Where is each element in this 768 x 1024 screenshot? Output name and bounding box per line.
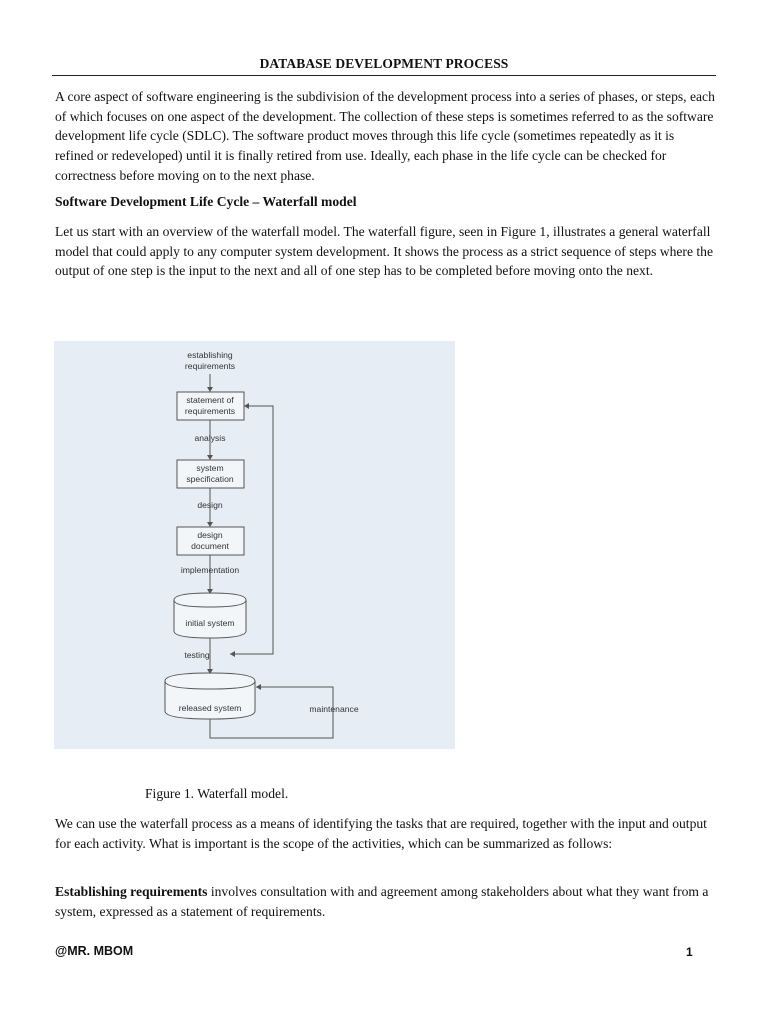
waterfall-diagram: [54, 341, 455, 749]
requirements-term: Establishing requirements: [55, 884, 208, 899]
intro-paragraph: A core aspect of software engineering is the subdivision of the development process into a series of phases, or steps, each of which focuses on one aspect of the development. The collection of these steps is sometimes referred to as the software development life cycle (SDLC). The software product moves through this life cycle (sometimes repeatedly as it is refined or redeveloped) until it is finally retired from use. Ideally, each phase in the life cycle can be checked for correctness before moving on to the next phase.: [55, 89, 715, 183]
db2-label: released system: [178, 703, 242, 713]
page-number: 1: [686, 945, 693, 959]
scope-paragraph: We can use the waterfall process as a means of identifying the tasks that are required, together with the input and output for each activity. What is important is the scope of the activities, which can be summarized as follows:: [55, 816, 707, 851]
box2-line2: specification: [186, 474, 234, 484]
waterfall-figure: [54, 341, 455, 749]
db-initial-system: [174, 593, 246, 638]
box3-line2: document: [191, 541, 229, 551]
label-testing: testing: [184, 650, 210, 660]
box1-line2: requirements: [184, 406, 236, 416]
box3-line1: design: [197, 530, 223, 540]
label-analysis: analysis: [194, 433, 226, 443]
db1-label: initial system: [185, 618, 235, 628]
page-title: DATABASE DEVELOPMENT PROCESS: [259, 56, 509, 71]
figure-caption: Figure 1. Waterfall model.: [145, 786, 289, 801]
label-maintenance: maintenance: [309, 704, 359, 714]
section-heading: Software Development Life Cycle – Waterfall model: [55, 194, 357, 209]
requirements-paragraph: [55, 882, 715, 921]
requirements-text: involves consultation with and agreement among stakeholders about what they want from a system, expressed as a statement of requirements.: [55, 884, 709, 919]
label-implementation: implementation: [180, 565, 240, 575]
label-establishing: establishing: [187, 350, 233, 360]
waterfall-paragraph: Let us start with an overview of the waterfall model. The waterfall figure, seen in Figure 1, illustrates a general waterfall model that could apply to any computer system development. It shows the process as a strict sequence of steps where the output of one step is the input to the next and all of one step has to be completed before moving onto the next.: [55, 224, 713, 279]
box1-line1: statement of: [186, 395, 234, 405]
footer-author: @MR. MBOM: [55, 944, 134, 958]
label-requirements: requirements: [184, 361, 236, 371]
box2-line1: system: [196, 463, 224, 473]
label-design: design: [197, 500, 223, 510]
title-rule: [52, 75, 716, 76]
